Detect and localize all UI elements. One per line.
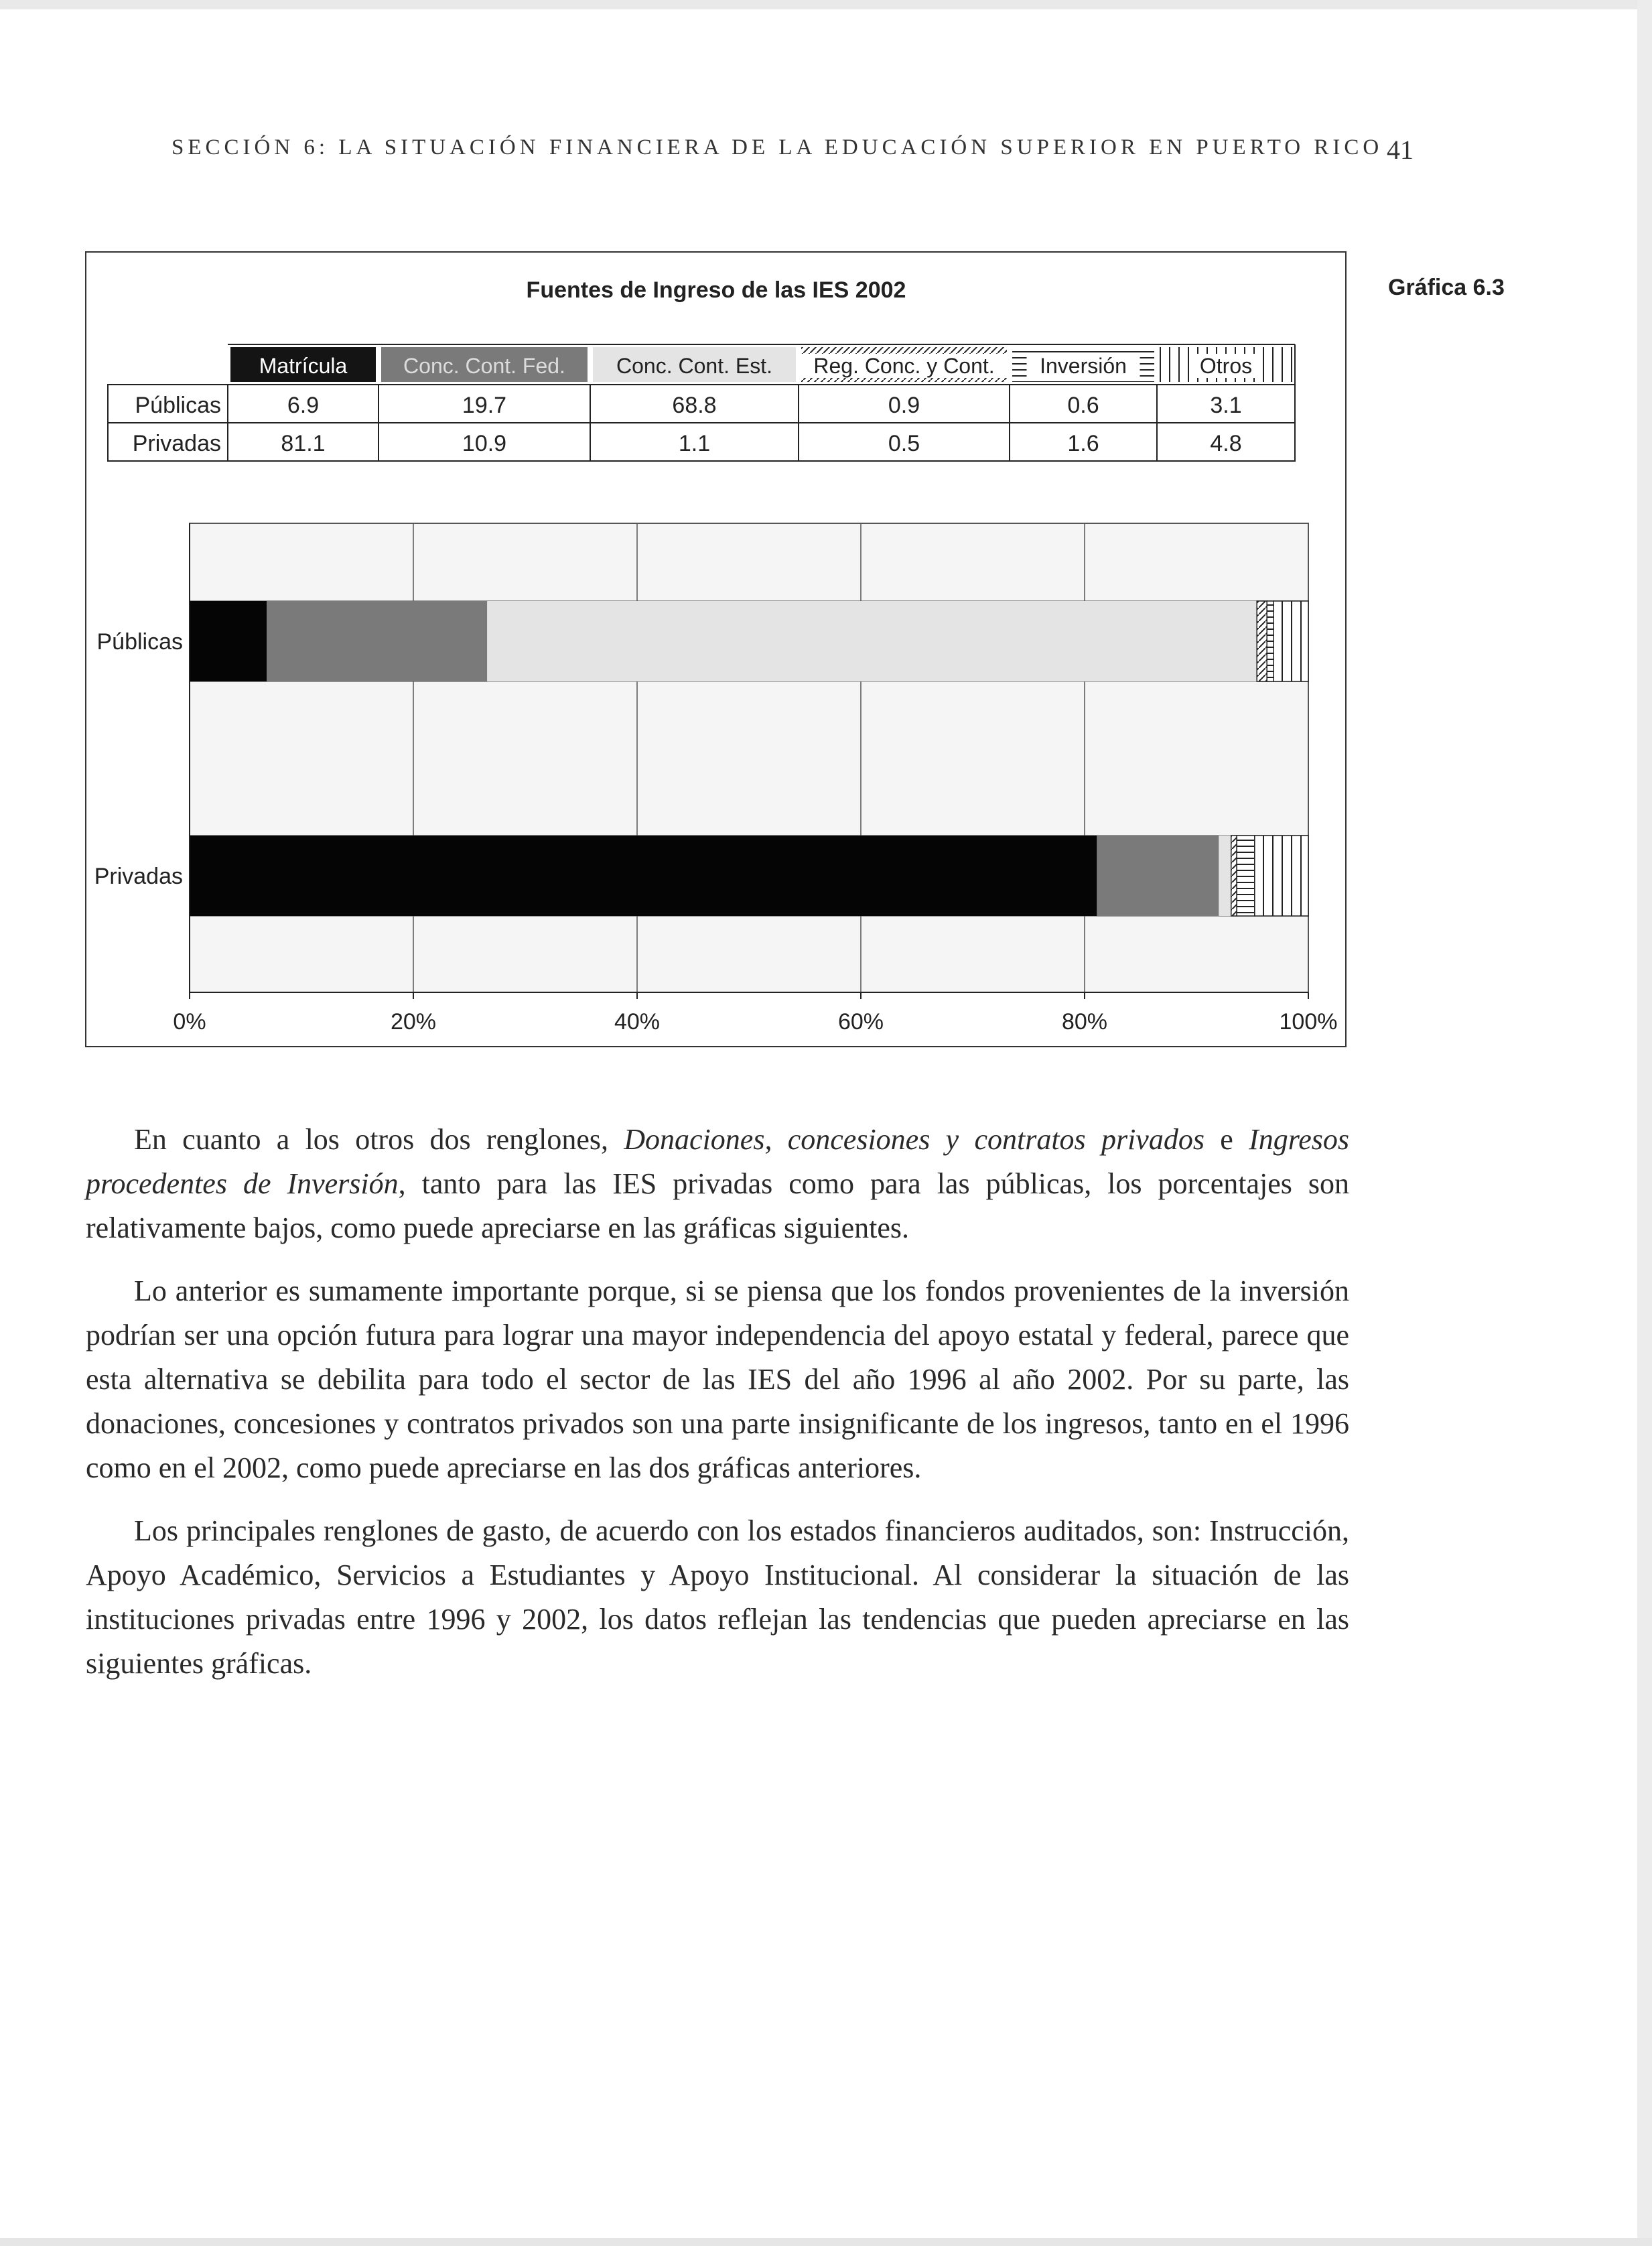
bar-privadas-conc-cont-fed — [1097, 836, 1219, 916]
x-tick-label: 0% — [173, 1009, 206, 1035]
stacked-bar-chart — [86, 253, 1348, 1049]
legend-label-otros: Otros — [1199, 354, 1253, 378]
bar-privadas-matricula — [190, 836, 1097, 916]
legend-label-conc-cont-est: Conc. Cont. Est. — [616, 354, 772, 378]
p1-text-a: En cuanto a los otros dos renglones, — [134, 1123, 624, 1156]
table-cell: 6.9 — [287, 393, 320, 418]
paragraph-2: Lo anterior es sumamente importante porque, si se piensa que los fondos provenientes de la inversión podrían ser una opción futura para lograr una mayor independencia del apoyo estatal y federal, parece que esta alternativa se debilita para todo el sector de las IES del año 1996 al año 2002. Por su parte, las donaciones, concesiones y contratos privados son una parte insignificante de los ingresos, tanto en el 1996 como en el 2002, como puede apreciarse en las dos gráficas anteriores. — [86, 1274, 1349, 1484]
paragraph-3: Los principales renglones de gasto, de acuerdo con los estados financieros auditados, son: Instrucción, Apoyo Académico, Servicios a Estudiantes y Apoyo Institucional. Al considerar la situación de las instituciones privadas entre 1996 y 2002, los datos reflejan las tendencias que pueden apreciarse en las siguientes gráficas. — [86, 1514, 1349, 1680]
plot-area — [190, 523, 1308, 992]
table-cell: 4.8 — [1210, 431, 1242, 456]
category-label-privadas: Privadas — [94, 864, 183, 889]
p1-emphasis-1: Donaciones, concesiones y contratos privados — [624, 1123, 1204, 1156]
row-label-privadas: Privadas — [132, 431, 221, 456]
table-cell: 0.6 — [1067, 393, 1099, 418]
chart-grid — [190, 523, 1308, 992]
x-tick-label: 60% — [837, 1009, 884, 1035]
bar-publicas-otros — [1274, 601, 1308, 681]
category-label-publicas: Públicas — [96, 629, 183, 655]
chart-frame — [85, 251, 1347, 1047]
x-tick-label: 80% — [1061, 1009, 1108, 1035]
figure-label: Gráfica 6.3 — [1388, 275, 1505, 300]
bar-publicas-reg-conc-y-cont — [1257, 601, 1267, 681]
x-tick-label: 20% — [390, 1009, 437, 1035]
data-table — [108, 344, 1295, 461]
paragraph-1 — [86, 1118, 1349, 1250]
table-cell: 19.7 — [462, 393, 507, 418]
bar-privadas-reg-conc-y-cont — [1231, 836, 1237, 916]
table-cell: 68.8 — [672, 393, 717, 418]
p1-text-b: e — [1204, 1123, 1249, 1156]
table-cell: 0.9 — [888, 393, 920, 418]
x-tick-label: 40% — [614, 1009, 661, 1035]
bar-publicas-conc-cont-fed — [267, 601, 487, 681]
legend-label-inversion: Inversión — [1040, 354, 1127, 378]
body-text — [86, 1118, 1349, 1705]
table-cell: 81.1 — [281, 431, 326, 456]
page-edge-bottom — [0, 2238, 1652, 2246]
bar-publicas-conc-cont-est — [487, 601, 1257, 681]
x-tick-label: 100% — [1279, 1009, 1338, 1035]
chart-title: Fuentes de Ingreso de las IES 2002 — [526, 277, 906, 303]
p1-emphasis-2: Ingresos procedentes de Inversión — [86, 1123, 1350, 1200]
table-cell: 3.1 — [1210, 393, 1242, 418]
bar-publicas-inversion — [1267, 601, 1274, 681]
table-cell: 1.6 — [1067, 431, 1099, 456]
page-number: 41 — [1387, 135, 1414, 165]
page-edge-right — [1637, 0, 1652, 2246]
running-head: SECCIÓN 6: LA SITUACIÓN FINANCIERA DE LA EDUCACIÓN SUPERIOR EN PUERTO RICO — [171, 135, 1383, 159]
bar-publicas-matricula — [190, 601, 267, 681]
table-cell: 0.5 — [888, 431, 920, 456]
page-edge-top — [0, 0, 1652, 9]
legend-label-matricula: Matrícula — [259, 354, 348, 378]
bar-privadas-otros — [1255, 836, 1308, 916]
row-label-publicas: Públicas — [135, 393, 221, 418]
table-cell: 10.9 — [462, 431, 507, 456]
bar-privadas-conc-cont-est — [1219, 836, 1231, 916]
p1-text-c: , tanto para las IES privadas como para las públicas, los porcentajes son relativamente bajos, como puede apreciarse en las gráficas siguientes. — [86, 1167, 1349, 1244]
bar-privadas-inversion — [1237, 836, 1255, 916]
legend-label-reg-conc-y-cont: Reg. Conc. y Cont. — [813, 354, 995, 378]
table-cell: 1.1 — [678, 431, 711, 456]
legend-label-conc-cont-fed: Conc. Cont. Fed. — [403, 354, 565, 378]
